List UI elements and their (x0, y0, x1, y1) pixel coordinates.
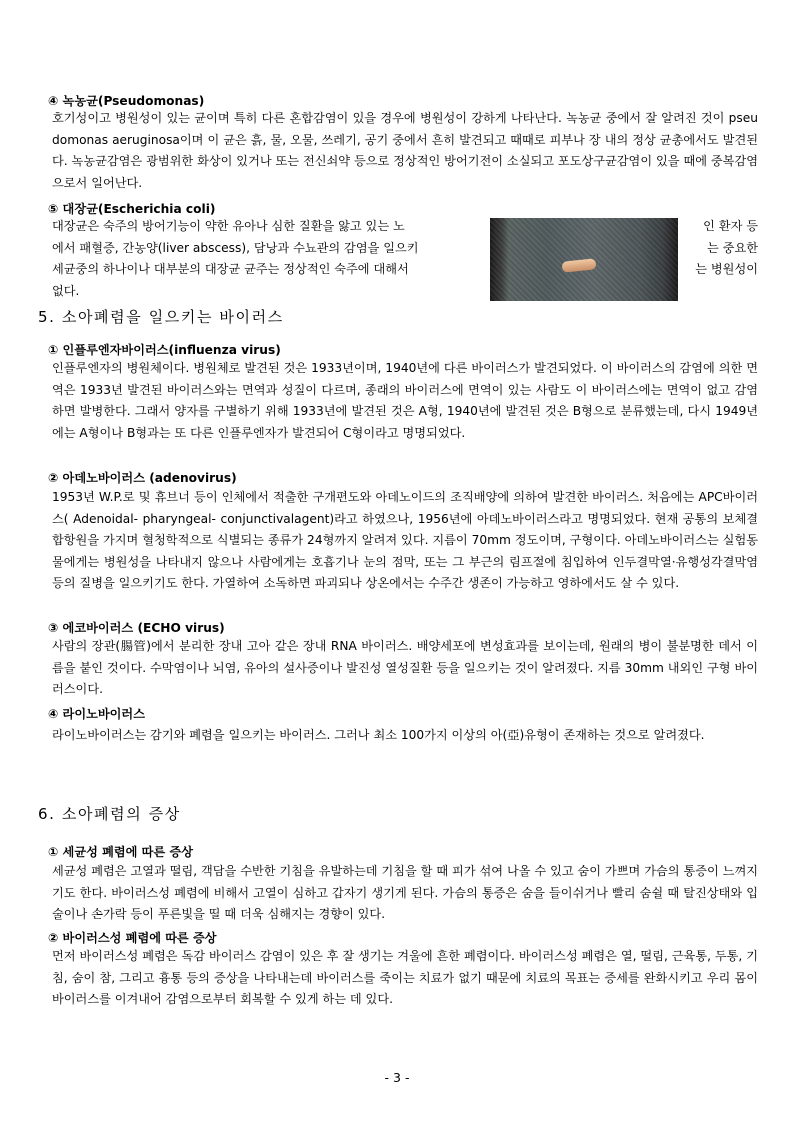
ecoli-line-4: 없다. (52, 283, 80, 298)
page-number: - 3 - (384, 1070, 410, 1085)
ecoli-heading: ⑤ 대장균(Escherichia coli) (48, 202, 216, 216)
ecoli-line-3: 세균중의 하나이나 대부분의 대장균 균주는 정상적인 숙주에 대해서 (52, 262, 409, 277)
section5-title: 5. 소아폐렴을 일으키는 바이러스 (38, 308, 284, 326)
bacterial-symptoms-heading: ① 세균성 폐렴에 따른 증상 (48, 845, 194, 859)
rhinovirus-body: 라이노바이러스는 감기와 폐렴을 일으키는 바이러스. 그러나 최소 100가지 이상의 아(亞)유형이 존재하는 것으로 알려졌다. (52, 728, 705, 742)
ecoli-right-3: 는 병원성이 (695, 262, 758, 277)
ecoli-right-1: 인 환자 등 (703, 219, 758, 233)
ecoli-right-2: 는 중요한 (707, 240, 758, 255)
rhinovirus-heading: ④ 라이노바이러스 (48, 707, 145, 721)
ecoli-line-2: 에서 패혈증, 간농양(liver abscess), 담낭과 수뇨관의 감염을 일으키 (52, 240, 419, 255)
adenovirus-heading: ② 아데노바이러스 (adenovirus) (48, 471, 237, 485)
bacterium-micrograph-icon (490, 218, 678, 301)
pseudomonas-heading: ④ 녹농균(Pseudomonas) (48, 94, 205, 108)
ecoli-body-left (52, 216, 419, 302)
ecoli-body-right (683, 216, 758, 281)
adenovirus-body: 1953년 W.P.로 및 휴브너 등이 인체에서 적출한 구개편도와 아데노이드의 조직배양에 의하여 발견한 바이러스. 처음에는 APC바이러스( Adenoidal- pharyngeal- conjunctivalagent)라고 하였으나, 1956년에 아데노바이러스라고 명명되었다. 현재 공통의 보체결합항원을 가지며 혈청학적으로 식별되는 종류가 24형까지 알려져 있다. 지름이 70mm 정도이며, 구형이다. 아데노바이러스는 실험동물에게는 병원성을 나타내지 않으나 사람에게는 호흡기나 눈의 점막, 또는 그 부근의 림프절에 침입하여 인두결막열·유행성각결막염 등의 질병을 일으키기도 한다. 가열하여 소독하면 파괴되나 상온에서는 수주간 생존이 가능하고 영하에서도 살 수 있다. (52, 490, 758, 591)
bacterial-symptoms-body: 세균성 폐렴은 고열과 떨림, 객담을 수반한 기침을 유발하는데 기침을 할 때 피가 섞여 나올 수 있고 숨이 가쁘며 가슴의 통증이 느껴지기도 한다. 바이러스성 폐렴에 비해서 고열이 심하고 갑자기 생기게 된다. 가슴의 통증은 숨을 들이쉬거나 빨리 숨쉴 때 탈진상태와 입술이나 손가락 등이 푸른빛을 띨 때 더욱 심해지는 경향이 있다. (52, 864, 758, 922)
viral-symptoms-body: 먼저 바이러스성 폐렴은 독감 바이러스 감염이 있은 후 잘 생기는 겨울에 흔한 폐렴이다. 바이러스성 폐렴은 열, 떨림, 근육통, 두통, 기침, 숨이 참, 그리고 흉통 등의 증상을 나타내는데 바이러스를 죽이는 치료가 없기 때문에 치료의 목표는 증세를 완화시키고 우리 몸이 바이러스를 이겨내어 감염으로부터 회복할 수 있게 하는 데 있다. (52, 949, 758, 1007)
echovirus-heading: ③ 에코바이러스 (ECHO virus) (48, 621, 225, 635)
influenza-body: 인플루엔자의 병원체이다. 병원체로 발견된 것은 1933년이며, 1940년에 다른 바이러스가 발견되었다. 이 바이러스의 감염에 의한 면역은 1933년 발견된 바이러스와는 면역과 성질이 다르며, 종래의 바이러스에 면역이 있는 사람도 이 바이러스에는 면역이 없고 감염하면 발병한다. 그래서 양자를 구별하기 위해 1933년에 발견된 것은 A형, 1940년에 발견된 것은 B형으로 분류했는데, 다시 1949년에는 A형이나 B형과는 또 다른 인플루엔자가 발견되어 C형이라고 명명되었다. (52, 361, 758, 440)
ecoli-line-1: 대장균은 숙주의 방어기능이 약한 유아나 심한 질환을 앓고 있는 노 (52, 219, 405, 233)
echovirus-body: 사람의 장관(腸管)에서 분리한 장내 고아 같은 장내 RNA 바이러스. 배양세포에 변성효과를 보이는데, 원래의 병이 불분명한 데서 이름을 붙인 것이다. 수막염이나 뇌염, 유아의 설사증이나 발진성 열성질환 등을 일으키는 것이 알려졌다. 지름 30mm 내외인 구형 바이러스이다. (52, 639, 758, 697)
section6-title: 6. 소아폐렴의 증상 (38, 805, 181, 823)
viral-symptoms-heading: ② 바이러스성 폐렴에 따른 증상 (48, 931, 217, 945)
pseudomonas-body: 호기성이고 병원성이 있는 균이며 특히 다른 혼합감염이 있을 경우에 병원성이 강하게 나타난다. 녹농균 중에서 잘 알려진 것이 pseudomonas aeruginosa이며 이 균은 흙, 물, 오물, 쓰레기, 공기 중에서 흔히 발견되고 때때로 피부나 장 내의 정상 균총에서도 발견된다. 녹농균감염은 광범위한 화상이 있거나 또는 전신쇠약 등으로 정상적인 방어기전이 소실되고 포도상구균감염이 있을 때에 중복감염으로서 일어난다. (52, 111, 758, 190)
influenza-heading: ① 인플루엔자바이러스(influenza virus) (48, 343, 281, 357)
